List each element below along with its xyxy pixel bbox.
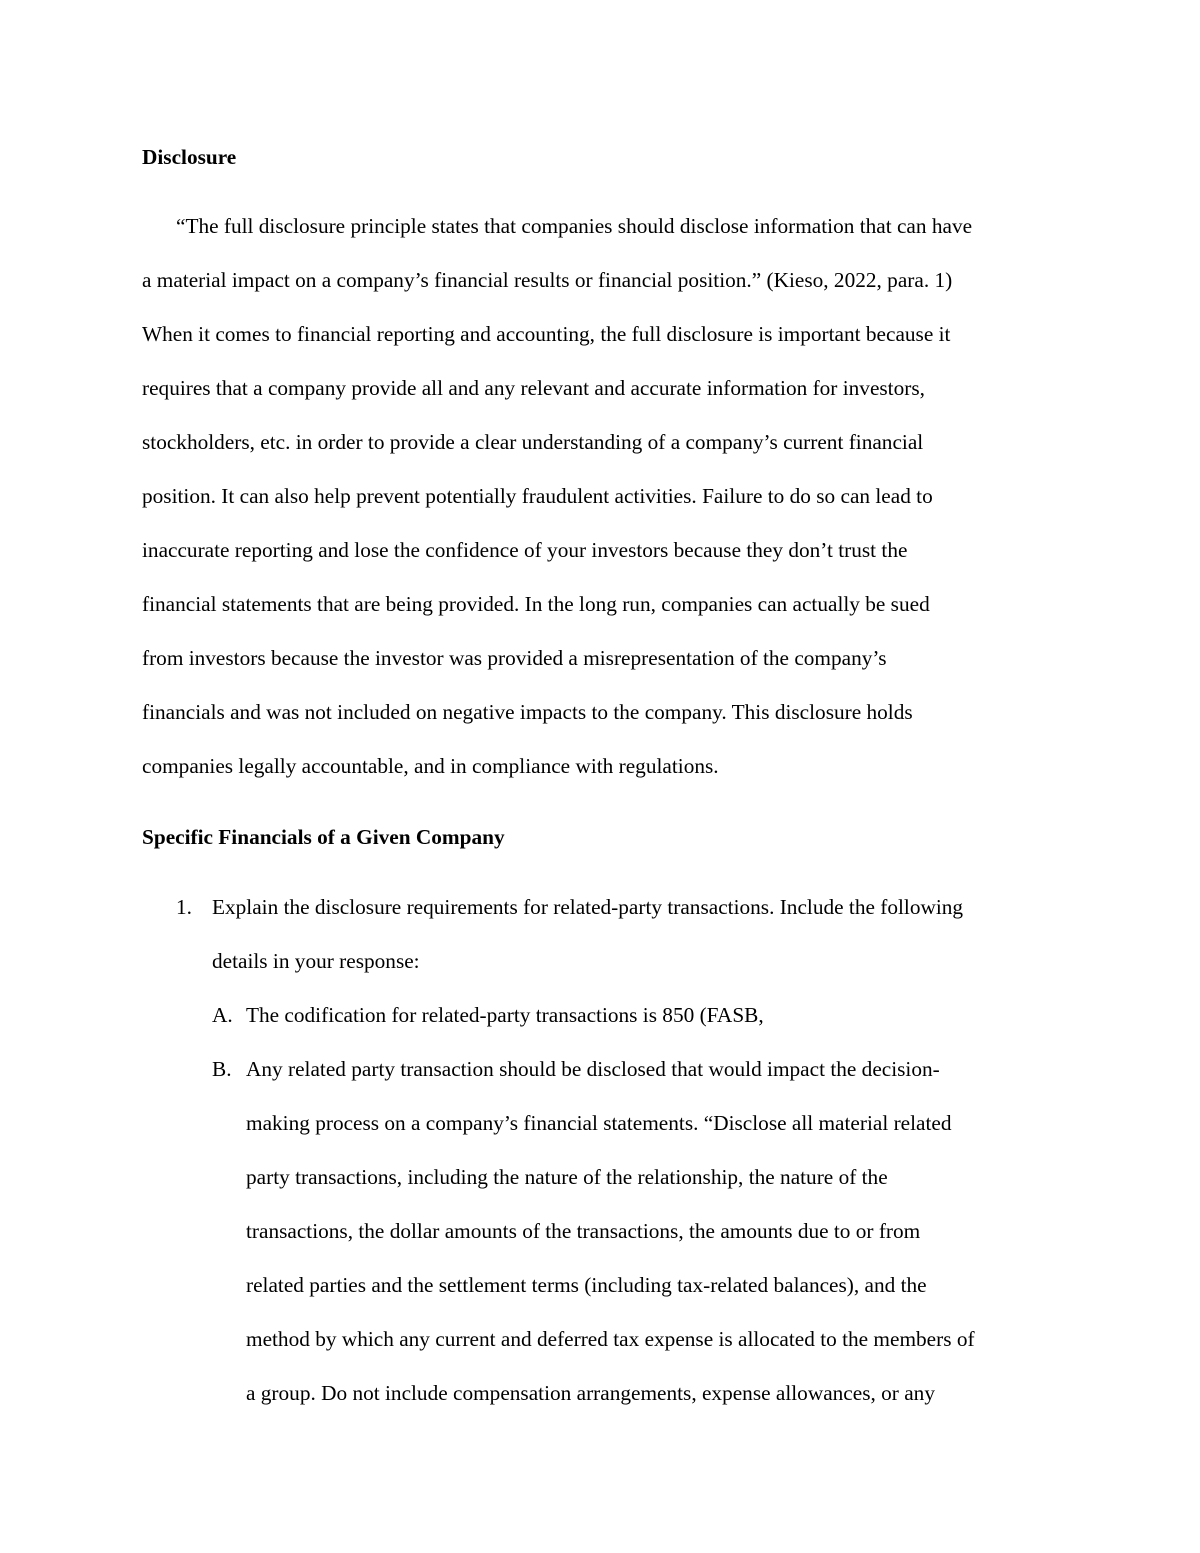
list-letter: B. [212,1057,232,1081]
list-letter: A. [212,1003,233,1027]
paragraph-line: position. It can also help prevent potentially fraudulent activities. Failure to do so can lead to [142,484,933,508]
section-heading-specific-financials: Specific Financials of a Given Company [142,825,505,849]
list-item-line: making process on a company’s financial statements. “Disclose all material related [246,1111,952,1135]
list-item-line: method by which any current and deferred tax expense is allocated to the members of [246,1327,975,1351]
list-item-line: transactions, the dollar amounts of the transactions, the amounts due to or from [246,1219,921,1243]
paragraph-line: financials and was not included on negative impacts to the company. This disclosure holds [142,700,913,724]
list-item-line: details in your response: [212,949,420,973]
section-heading-disclosure: Disclosure [142,145,237,169]
paragraph-line: a material impact on a company’s financial results or financial position.” (Kieso, 2022, para. 1) [142,268,953,292]
paragraph-line: requires that a company provide all and any relevant and accurate information for investors, [142,376,925,400]
paragraph-line: inaccurate reporting and lose the confidence of your investors because they don’t trust the [142,538,908,562]
paragraph-line: “The full disclosure principle states that companies should disclose information that can have [176,214,973,238]
list-item-line: Explain the disclosure requirements for related-party transactions. Include the following [212,895,964,919]
list-item-line: party transactions, including the nature of the relationship, the nature of the [246,1165,888,1189]
paragraph-line: financial statements that are being provided. In the long run, companies can actually be sued [142,592,930,616]
list-item-line: related parties and the settlement terms (including tax-related balances), and the [246,1273,927,1297]
paragraph-line: stockholders, etc. in order to provide a clear understanding of a company’s current financial [142,430,924,454]
list-item-line: Any related party transaction should be disclosed that would impact the decision- [246,1057,940,1081]
paragraph-line: companies legally accountable, and in compliance with regulations. [142,754,719,778]
paragraph-line: When it comes to financial reporting and accounting, the full disclosure is important because it [142,322,951,346]
list-number: 1. [176,895,192,919]
paragraph-line: from investors because the investor was provided a misrepresentation of the company’s [142,646,887,670]
list-item-line: a group. Do not include compensation arrangements, expense allowances, or any [246,1381,935,1405]
list-item-line: The codification for related-party transactions is 850 (FASB, [246,1003,764,1027]
